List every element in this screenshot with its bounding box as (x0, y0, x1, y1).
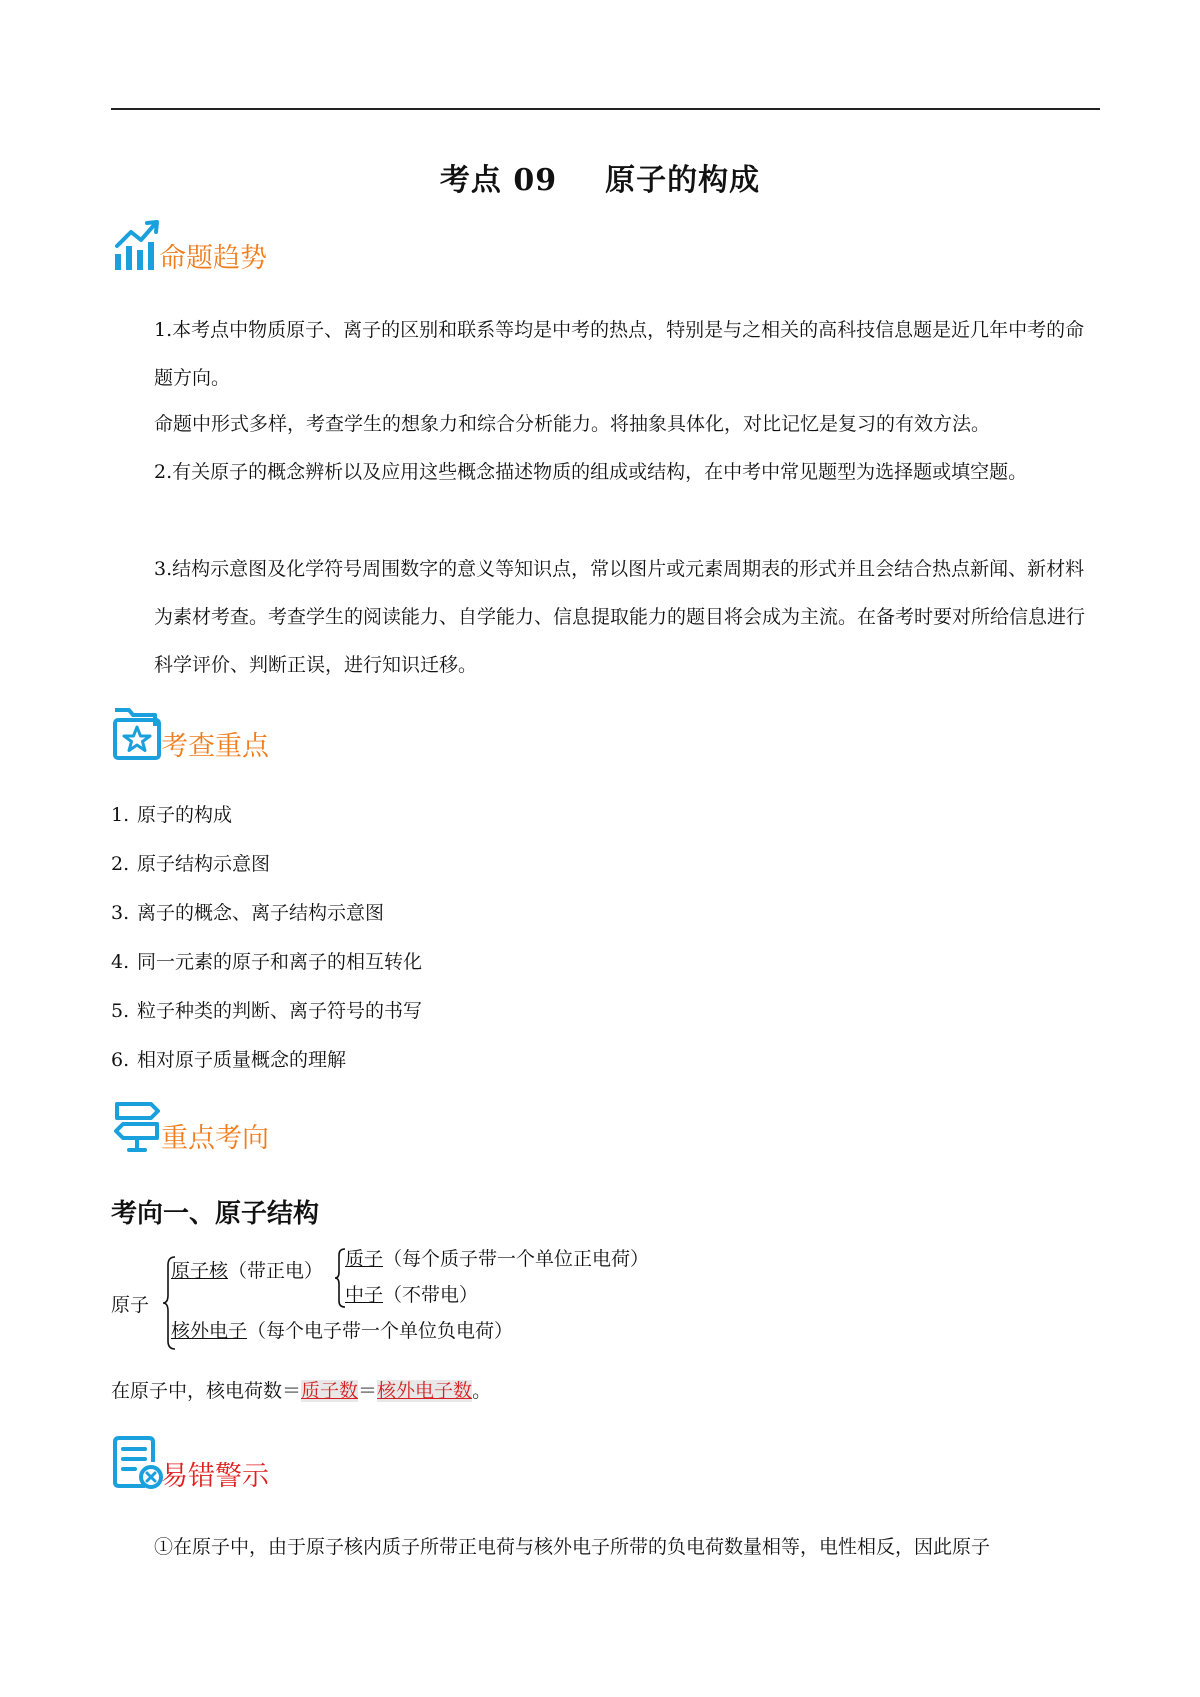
focus-item-text: 粒子种类的判断、离子符号的书写 (137, 1000, 423, 1022)
focus-item-text: 原子结构示意图 (137, 853, 271, 875)
nucleus-line (171, 1256, 323, 1283)
title-prefix: 考点 09 (439, 163, 558, 198)
focus-item (111, 800, 232, 827)
header-rule (111, 108, 1100, 110)
focus-item-num: 6. (111, 1049, 130, 1071)
trend-text-3: 2.有关原子的概念辨析以及应用这些概念描述物质的组成或结构，在中考中常见题型为选择题或填空题。 (154, 461, 1028, 483)
bar-chart-growth-icon (111, 218, 161, 274)
focus-item (111, 898, 384, 925)
title-main: 原子的构成 (605, 163, 761, 198)
focus-item (111, 996, 422, 1023)
focus-item-num: 3. (111, 902, 130, 924)
focus-item-text: 同一元素的原子和离子的相互转化 (137, 951, 423, 973)
focus-item-text: 离子的概念、离子结构示意图 (137, 902, 385, 924)
trend-text-4: 3.结构示意图及化学符号周围数字的意义等知识点，常以图片或元素周期表的形式并且会结合热点新闻、新材料为素材考查。考查学生的阅读能力、自学能力、信息提取能力的题目将会成为主流。在备考时要对所给信息进行科学评价、判断正误，进行知识迁移。 (154, 558, 1086, 676)
nucleus-term: 原子核 (171, 1260, 229, 1282)
trend-text-1: 1.本考点中物质原子、离子的区别和联系等均是中考的热点，特别是与之相关的高科技信息题是近几年中考的命题方向。 (154, 319, 1085, 389)
focus-item-num: 2. (111, 853, 130, 875)
proton-count-term: 质子数 (301, 1380, 359, 1402)
diagram-root: 原子 (111, 1294, 150, 1316)
focus-item (111, 1045, 346, 1072)
section-header-focus (111, 702, 269, 762)
section-label-focus: 考查重点 (161, 731, 269, 762)
section-header-trend (111, 214, 267, 274)
proton-term: 质子 (345, 1248, 384, 1270)
focus-item (111, 947, 422, 974)
neutron-line (345, 1280, 478, 1307)
proton-note: （每个质子带一个单位正电荷） (383, 1248, 650, 1270)
signpost-icon (111, 1098, 163, 1154)
star-folder-icon (111, 706, 163, 762)
electron-term: 核外电子 (171, 1320, 248, 1342)
neutron-term: 中子 (345, 1284, 384, 1306)
document-x-icon (111, 1434, 163, 1492)
focus-item-num: 4. (111, 951, 130, 973)
section-label-trend: 命题趋势 (159, 243, 267, 274)
nucleus-note: （带正电） (228, 1260, 324, 1282)
neutron-note: （不带电） (383, 1284, 479, 1306)
trend-text-2: 命题中形式多样，考查学生的想象力和综合分析能力。将抽象具体化，对比记忆是复习的有效方法。 (154, 413, 991, 435)
section-header-direction (111, 1094, 269, 1154)
section-label-warning: 易错警示 (161, 1461, 269, 1492)
focus-item (111, 849, 270, 876)
electron-count-term: 核外电子数 (377, 1380, 473, 1402)
proton-line (345, 1244, 649, 1271)
equation-end: 。 (472, 1380, 492, 1402)
section-header-warning (111, 1432, 269, 1492)
equation-lead: 在原子中，核电荷数＝ (111, 1380, 302, 1402)
warning-text: ①在原子中，由于原子核内质子所带正电荷与核外电子所带的负电荷数量相等，电性相反，因此原子 (154, 1536, 991, 1558)
page-title (0, 155, 1200, 199)
equation-equals: ＝ (358, 1380, 378, 1402)
focus-item-num: 5. (111, 1000, 130, 1022)
focus-item-text: 相对原子质量概念的理解 (137, 1049, 347, 1071)
direction-heading: 考向一、原子结构 (111, 1199, 320, 1229)
electron-line (171, 1316, 513, 1343)
focus-item-num: 1. (111, 804, 130, 826)
trend-paragraph-3 (111, 448, 1101, 496)
focus-item-text: 原子的构成 (137, 804, 233, 826)
trend-paragraph-1 (111, 306, 1101, 402)
atom-equation (111, 1376, 491, 1403)
trend-paragraph-2 (111, 400, 1101, 448)
electron-note: （每个电子带一个单位负电荷） (247, 1320, 514, 1342)
section-label-direction: 重点考向 (161, 1123, 269, 1154)
trend-paragraph-4 (111, 545, 1101, 689)
